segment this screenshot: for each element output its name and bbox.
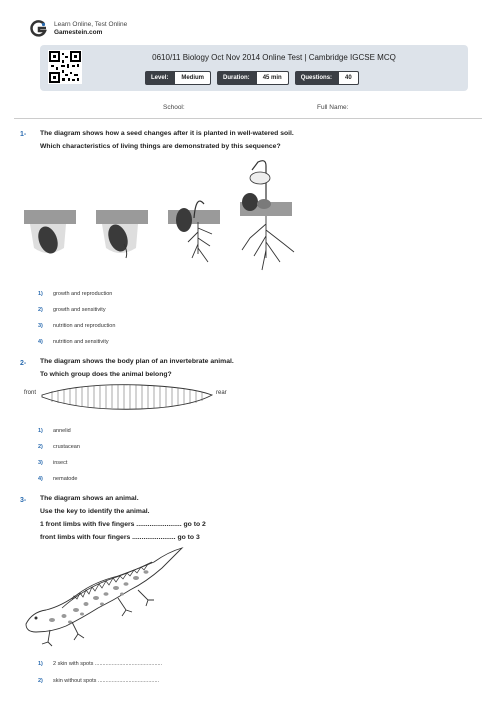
seed-germination-diagram [22,158,302,278]
school-field-label: School: [163,104,185,111]
fullname-field-label: Full Name: [317,104,349,111]
question-2-number: 2- [20,360,27,367]
brand [30,20,127,38]
exam-header [40,45,468,91]
q2-option-1[interactable]: 1) annelid [38,428,71,434]
seed-stage-2 [96,210,148,258]
seed-stage-4 [240,161,294,270]
seed-stage-3 [168,201,220,262]
duration-badge: Duration: 45 min [217,71,289,85]
brand-site[interactable]: Gamestein.com [54,29,103,36]
seed-stage-1 [24,210,76,256]
q2-option-4[interactable]: 4) nematode [38,476,78,482]
question-3-text: The diagram shows an animal. Use the key to identify the animal. 1 front limbs with five fingers ........................ go to 2 front limbs with four fingers ....................... go to 3 [40,495,206,541]
question-3-number: 3- [20,497,27,504]
questions-badge: Questions: 40 [295,71,359,85]
invertebrate-body-plan [40,381,215,415]
exam-title: 0610/11 Biology Oct Nov 2014 Online Test | Cambridge IGCSE MCQ [152,53,396,62]
q1-option-3[interactable]: 3) nutrition and reproduction [38,323,116,329]
q1-option-2[interactable]: 2) growth and sensitivity [38,307,106,313]
newt-diagram [22,546,192,648]
rear-label: rear [216,390,227,396]
q2-option-2[interactable]: 2) crustacean [38,444,80,450]
gamestein-logo-icon [30,20,48,38]
q1-option-1[interactable]: 1) growth and reproduction [38,291,113,297]
divider [14,118,482,119]
q3-option-2[interactable]: 2) skin without spots ........................................ [38,678,160,684]
q1-option-4[interactable]: 4) nutrition and sensitivity [38,339,109,345]
question-1-number: 1- [20,131,27,138]
q2-option-3[interactable]: 3) insect [38,460,68,466]
q3-option-1[interactable]: 1) 2 skin with spots ............................................ [38,661,163,667]
level-badge: Level: Medium [145,71,211,85]
question-2-text: The diagram shows the body plan of an invertebrate animal. To which group does the animal belong? [40,358,234,378]
brand-tagline: Learn Online, Test Online [54,21,128,28]
front-label: front [24,390,37,396]
question-1-text: The diagram shows how a seed changes after it is planted in well-watered soil. Which characteristics of living things are demonstrated by this sequence? [40,130,294,150]
